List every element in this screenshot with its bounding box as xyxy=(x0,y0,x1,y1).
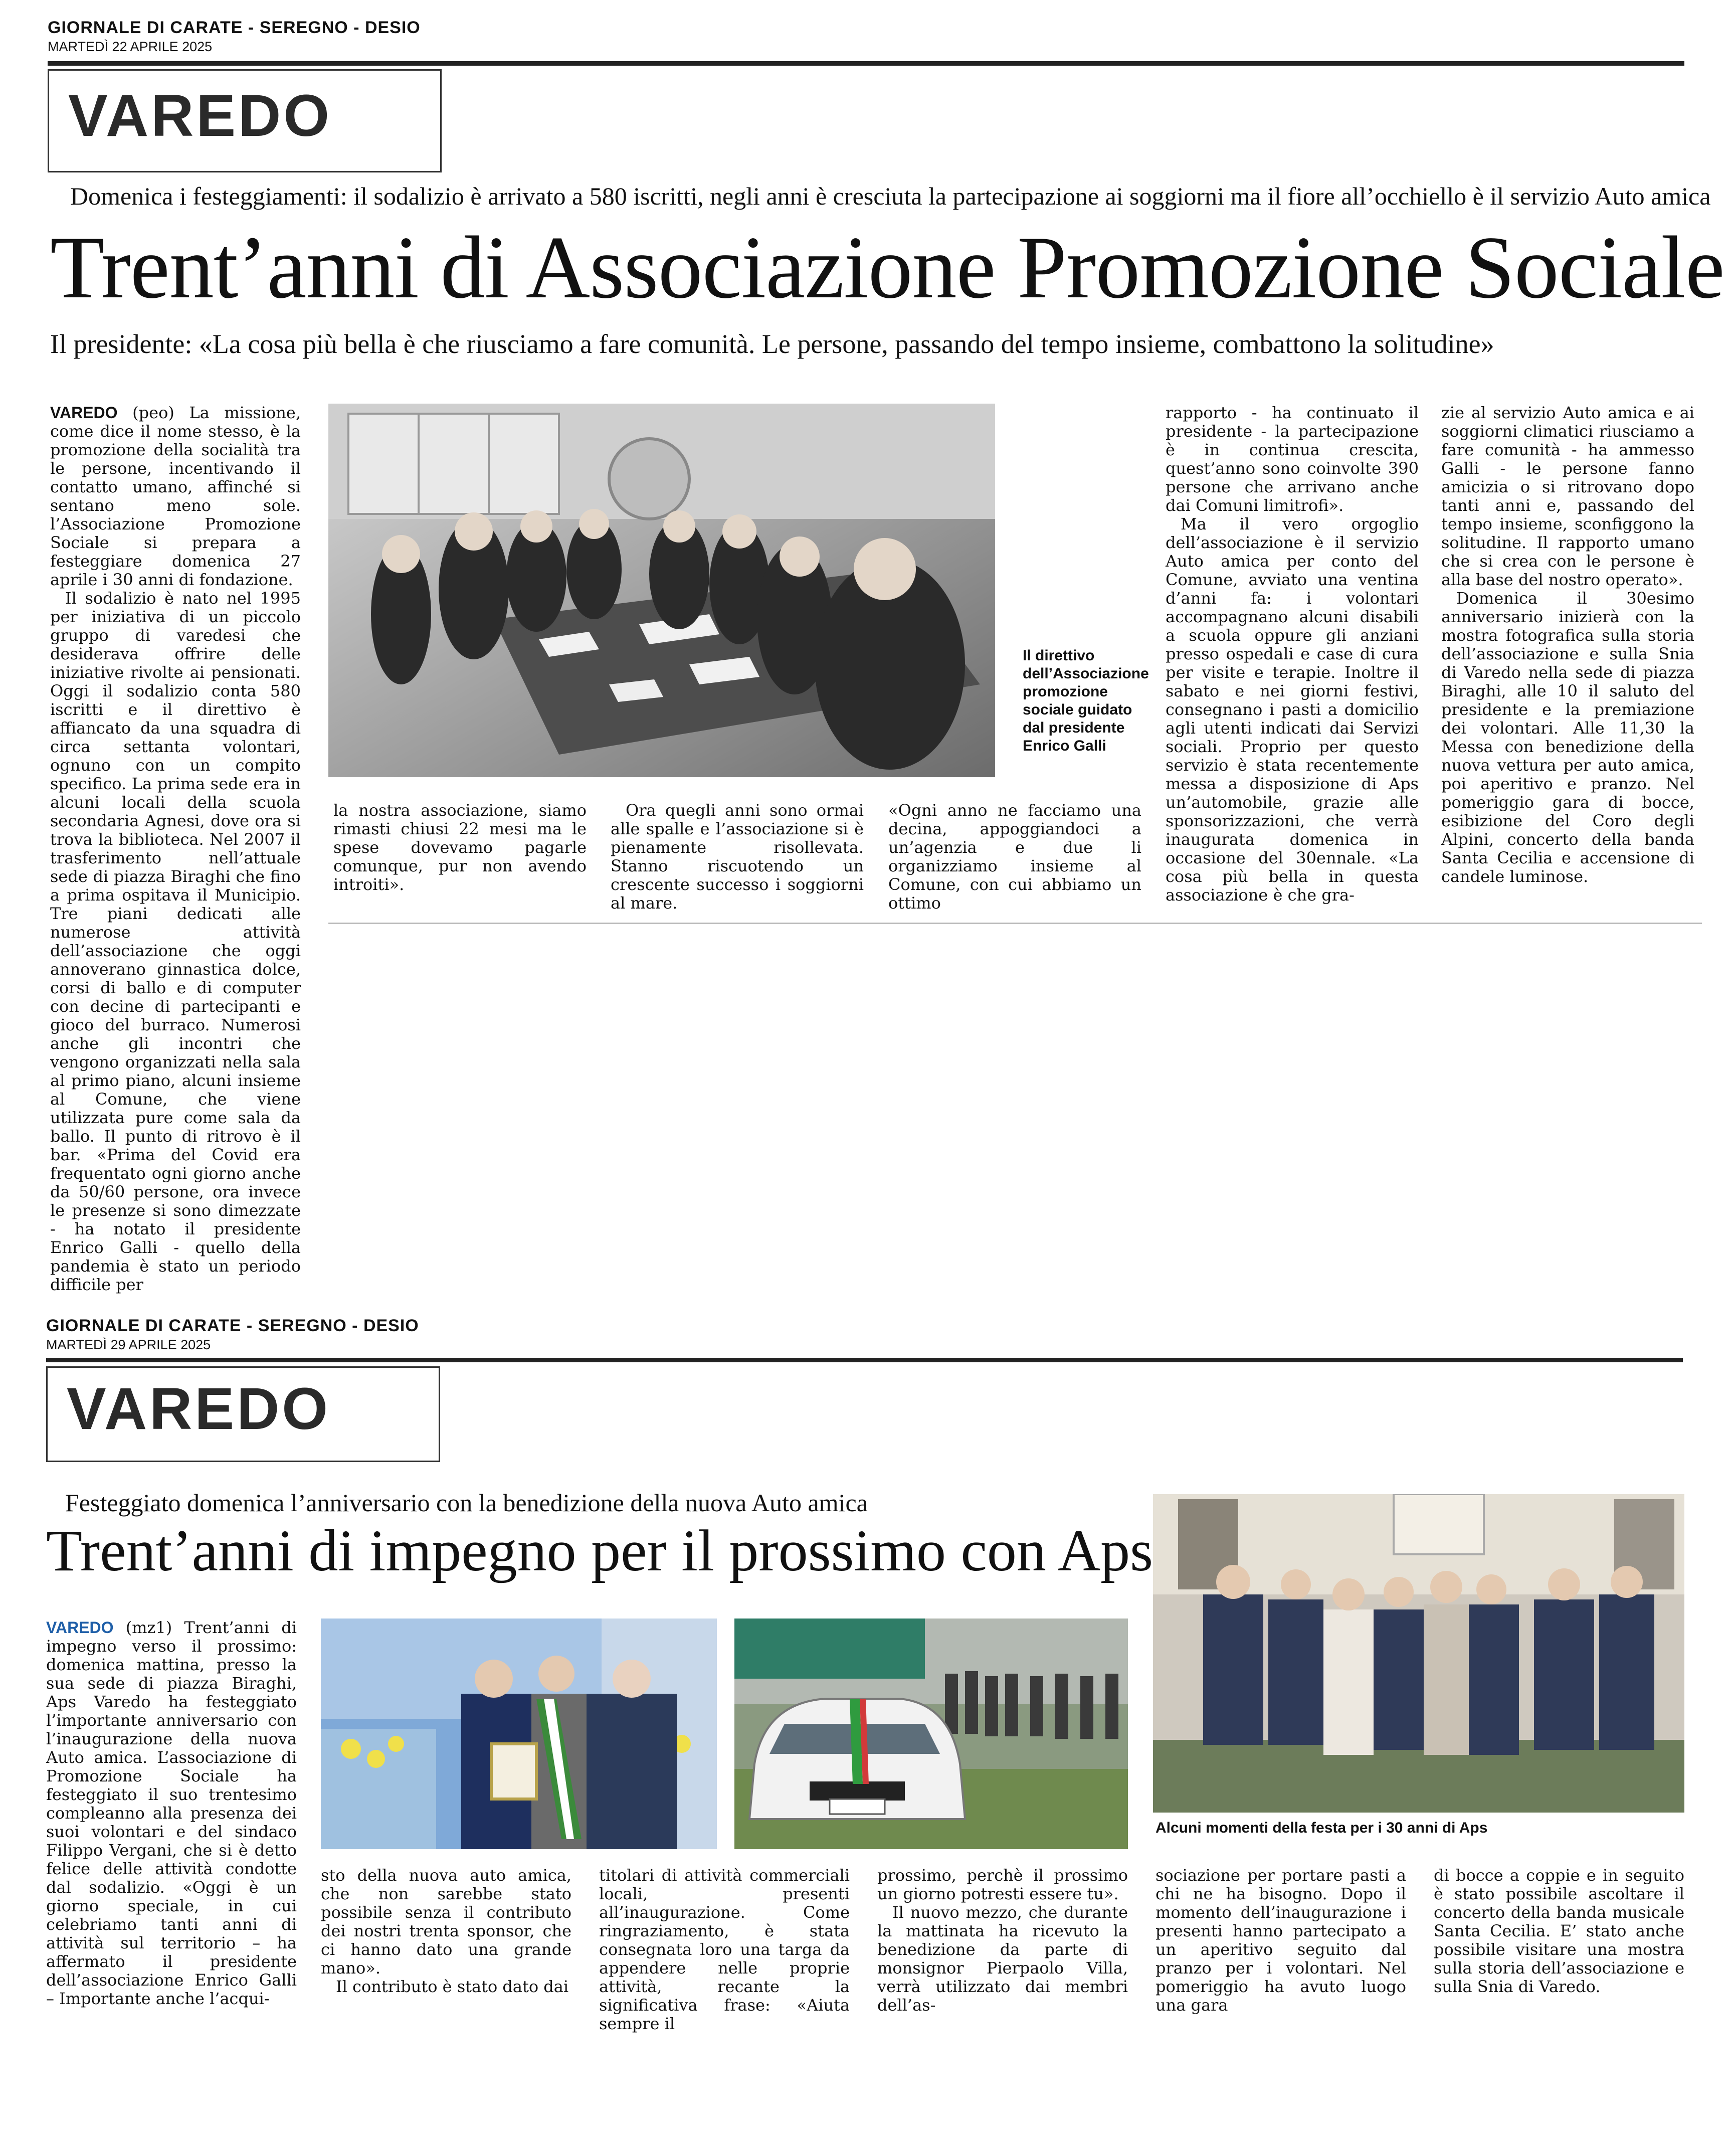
article-column-4 xyxy=(888,801,1141,913)
section-label-box xyxy=(46,1366,440,1462)
newspaper-name: GIORNALE DI CARATE - SEREGNO - DESIO xyxy=(46,1316,419,1335)
article-column-5 xyxy=(1156,1866,1406,2015)
issue-date: MARTEDÌ 29 APRILE 2025 xyxy=(46,1337,211,1352)
new-car-photo xyxy=(734,1619,1128,1849)
handshake-photo xyxy=(321,1619,717,1849)
paragraph: «Ogni anno ne facciamo una decina, appoggiandoci a un’agenzia e due li organizziamo insieme al Comune, con cui abbiamo un ottimo xyxy=(888,801,1141,913)
section-label-box xyxy=(48,69,442,172)
author-tag: (peo) xyxy=(132,403,174,422)
paragraph: sociazione per portare pasti a chi ne ha bisogno. Dopo il momento dell’inaugurazione i presenti hanno partecipato a un aperitivo seguito dal pranzo per i volontari. Nel pomeriggio ha avuto luogo una gara xyxy=(1156,1866,1406,2015)
newspaper-name: GIORNALE DI CARATE - SEREGNO - DESIO xyxy=(48,18,421,37)
paragraph: Ora quegli anni sono ormai alle spalle e l’associazione si è pienamente risollevata. Stanno riscuotendo un crescente successo i soggiorni al mare. xyxy=(611,801,864,913)
paragraph: di bocce a coppie e in seguito è stato possibile ascoltare il concerto della banda musicale Santa Cecilia. E’ stato anche possibile visitare una mostra sulla storia dell’associazione e sulla Snia di Varedo. xyxy=(1434,1866,1684,1996)
dateline: VAREDO xyxy=(46,1619,114,1637)
article-column-5 xyxy=(1166,404,1419,905)
paragraph: zie al servizio Auto amica e ai soggiorni climatici riusciamo a fare comunità - ha ammesso Galli - le persone fanno amicizia o si ritrovano dopo tanti anni e, passando del tempo insieme, sconfiggono la solitudine. Il rapporto umano che si crea con le persone è alla base del nostro operato». xyxy=(1441,403,1694,589)
section-label: VAREDO xyxy=(67,1376,331,1442)
paragraph: Il sodalizio è nato nel 1995 per iniziativa di un piccolo gruppo di varedesi che desiderava offrire delle iniziative rivolte ai pensionati. Oggi il sodalizio conta 580 iscritti e il direttivo è affiancato da una squadra di circa settanta volontari, ognuno con un compito specifico. La prima sede era in alcuni locali della scuola secondaria Agnesi, dove ora si trova la biblioteca. Nel 2007 il trasferimento nell’attuale sede di piazza Biraghi che fino a prima ospitava il Municipio. Tre piani dedicati alle numerose attività dell’associazione che oggi annoverano ginnastica dolce, corsi di ballo e di computer con decine di partecipanti e gioco del burraco. Numerosi anche gli incontri che vengono organizzati nella sala al primo piano, alcuni insieme al Comune, che viene utilizzata pure come sala da ballo. Il punto di ritrovo è il bar. «Prima del Covid era frequentato ogni giorno anche da 50/60 persone, ora invece le presenze si sono dimezzate - ha notato il presidente Enrico Galli - quello della pandemia è stato un periodo difficile per xyxy=(50,589,301,1294)
article-subheadline: Il presidente: «La cosa più bella è che riusciamo a fare comunità. Le persone, passando del tempo insieme, combattono la solitudine» xyxy=(50,329,1494,359)
paragraph: Il nuovo mezzo, che durante la mattinata ha ricevuto la benedizione da parte di monsignor Pierpaolo Villa, verrà utilizzato dai membri dell’as- xyxy=(877,1903,1128,2015)
paragraph: La missione, come dice il nome stesso, è la promozione della socialità tra le persone, incentivando il contatto umano, affinché si sentano meno sole. l’Associazione Promozione Sociale si prepara a festeggiare domenica 27 aprile i 30 anni di fondazione. xyxy=(50,403,301,589)
photo-caption: Alcuni momenti della festa per i 30 anni di Aps xyxy=(1156,1820,1488,1836)
photo-caption: Il direttivo dell’Associazione promozione sociale guidato dal presidente Enrico Galli xyxy=(1023,647,1149,754)
board-meeting-photo xyxy=(328,404,995,777)
header-rule xyxy=(46,1358,1683,1362)
article-column-6 xyxy=(1441,404,1694,886)
issue-date: MARTEDÌ 22 APRILE 2025 xyxy=(48,39,213,54)
paragraph: sto della nuova auto amica, che non sarebbe stato possibile senza il contributo dei nostri trenta sponsor, che ci hanno dato una grande mano». xyxy=(321,1866,571,1978)
paragraph: Domenica il 30esimo anniversario inizierà con la mostra fotografica sulla storia dell’associazione e sulla Snia di Varedo nella sede di piazza Biraghi, alle 10 il saluto del presidente e la premiazione dei volontari. Alle 11,30 la Messa con benedizione della nuova vettura per auto amica, poi aperitivo e pranzo. Nel pomeriggio gara di bocce, esibizione del Coro degli Alpini, concerto della banda Santa Cecilia e accensione di candele luminose. xyxy=(1441,589,1694,886)
article-column-4 xyxy=(877,1866,1128,2015)
article-column-1 xyxy=(46,1619,297,2008)
article-end-rule xyxy=(328,923,1702,924)
paragraph: la nostra associazione, siamo rimasti chiusi 22 mesi ma le spese dovevamo pagarle comunque, pur non avendo introiti». xyxy=(333,801,587,894)
article-headline: Trent’anni di impegno per il prossimo con Aps xyxy=(46,1518,1153,1583)
article-column-3 xyxy=(611,801,864,913)
section-label: VAREDO xyxy=(68,83,332,149)
author-tag: (mz1) xyxy=(125,1618,172,1637)
paragraph: Ma il vero orgoglio dell’associazione è il servizio Auto amica per conto del Comune, avviato una ventina d’anni fa: i volontari accompagnano alcuni disabili a scuola oppure gli anziani presso ospedali e case di cura per visite e terapie. Inoltre il sabato e nei giorni festivi, consegnano i pasti a domicilio agli utenti indicati dai Servizi sociali. Proprio per questo servizio è stata recentemente messa a disposizione di Aps un’automobile, grazie alle sponsorizzazioni, che verrà inaugurata domenica in occasione del 30ennale. «La cosa più bella in questa associazione è che gra- xyxy=(1166,514,1419,905)
header-rule xyxy=(48,61,1684,66)
article-kicker: Festeggiato domenica l’anniversario con la benedizione della nuova Auto amica xyxy=(65,1489,868,1517)
dateline: VAREDO xyxy=(50,404,118,422)
paragraph: rapporto - ha continuato il presidente - la partecipazione è in continua crescita, quest’anno sono coinvolte 390 persone che arrivano anche dai Comuni limitrofi». xyxy=(1166,403,1419,515)
article-kicker: Domenica i festeggiamenti: il sodalizio è arrivato a 580 iscritti, negli anni è cresciuta la partecipazione ai soggiorni ma il fiore all’occhiello è il servizio Auto amica xyxy=(70,182,1711,210)
article-column-2 xyxy=(321,1866,571,1996)
article-column-6 xyxy=(1434,1866,1684,1996)
paragraph: Il contributo è stato dato dai xyxy=(336,1977,569,1996)
article-column-1 xyxy=(50,404,301,1294)
article-column-3 xyxy=(599,1866,850,2033)
group-photo xyxy=(1153,1494,1684,1813)
paragraph: Trent’anni di impegno verso il prossimo: domenica mattina, presso la sua sede di piazza Biraghi, Aps Varedo ha festeggiato l’importante anniversario con l’inaugurazione della nuova Auto amica. L’associazione di Promozione Sociale ha festeggiato il suo trentesimo compleanno alla presenza dei suoi volontari e del sindaco Filippo Vergani, che si è detto felice delle attività condotte dal sodalizio. «Oggi è un giorno speciale, in cui celebriamo tanti anni di attività sul territorio – ha affermato il presidente dell’associazione Enrico Galli – Importante anche l’acqui- xyxy=(46,1618,297,2008)
article-headline: Trent’anni di Associazione Promozione Sociale xyxy=(50,218,1724,317)
article-column-2 xyxy=(333,801,587,894)
paragraph: prossimo, perchè il prossimo un giorno potresti essere tu». xyxy=(877,1866,1128,1903)
paragraph: titolari di attività commerciali locali, presenti all’inaugurazione. Come ringraziamento, è stata consegnata loro una targa da appendere nelle proprie attività, recante la significativa frase: «Aiuta sempre il xyxy=(599,1866,850,2033)
